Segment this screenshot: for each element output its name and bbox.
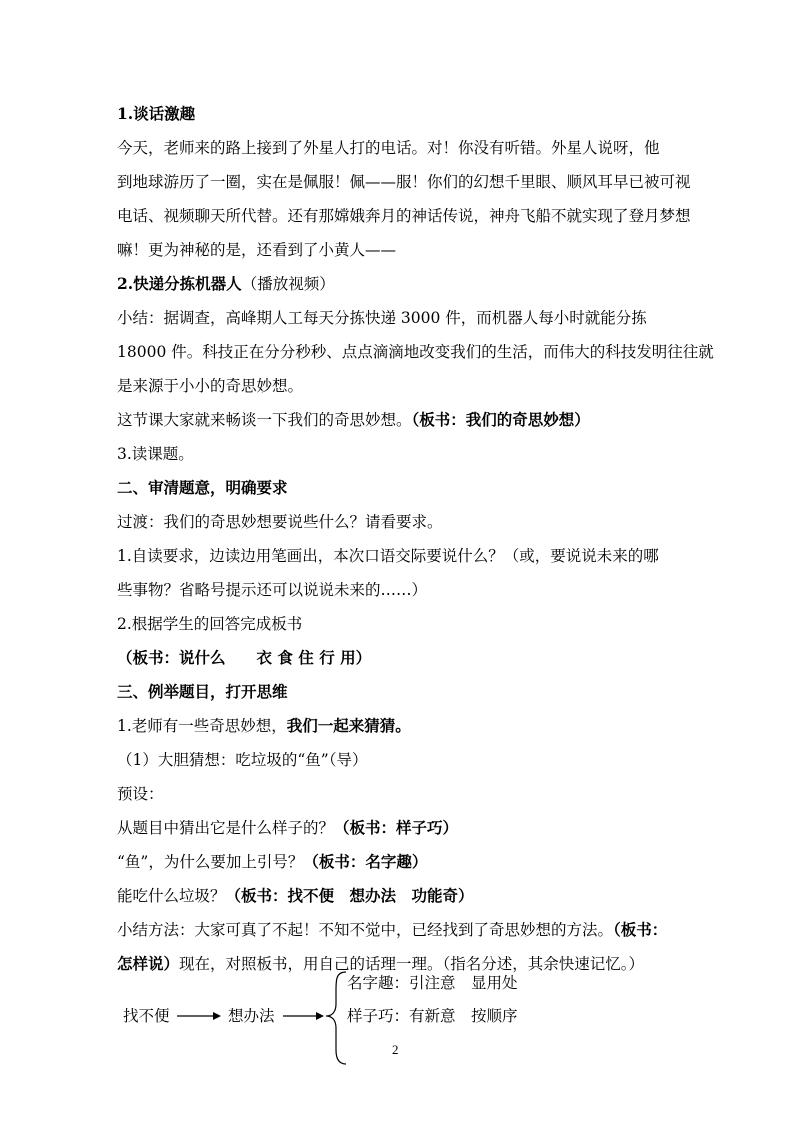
paragraph-line: 小结：据调查，高峰期人工每天分拣快递 3000 件，而机器人每小时就能分拣 [117, 309, 647, 327]
board-note: （板书：找不便 想办法 功能奇） [225, 886, 474, 905]
arrow-1 [177, 1012, 221, 1020]
paragraph-text: 从题目中猜出它是什么样子的？ [117, 819, 335, 837]
paragraph-text: 能吃什么垃圾？ [117, 887, 226, 905]
brace-bracket [326, 972, 346, 1064]
page-number: 2 [392, 1042, 399, 1057]
board-note: （板书：我们的奇思妙想） [411, 410, 590, 429]
diagram-node-find-solution: 想办法 [228, 1007, 275, 1025]
section-heading-2: 二、审清题意，明确要求 [117, 478, 288, 497]
paragraph-bold: 我们一起来猜猜。 [286, 716, 411, 735]
paragraph-text: 现在，对照板书，用自己的话理一理。（指名分述，其余快速记忆。） [179, 955, 645, 973]
heading-talk-interest: 1.谈话激趣 [117, 104, 196, 123]
paragraph-line: 电话、视频聊天所代替。还有那嫦娥奔月的神话传说，神舟飞船不就实现了登月梦想 [117, 207, 691, 225]
paragraph-line: 是来源于小小的奇思妙想。 [117, 377, 304, 395]
paragraph-line: 18000 件。科技正在分分秒秒、点点滴滴地改变我们的生活，而伟大的科技发明往往就 [117, 343, 714, 361]
paragraph-text: 1.老师有一些奇思妙想， [117, 717, 287, 735]
step-read-title: 3.读课题。 [117, 445, 194, 463]
board-note: （板书：样子巧） [334, 818, 459, 837]
paragraph-text: 这节课大家就来畅谈一下我们的奇思妙想。 [117, 411, 412, 429]
paragraph-line: 嘛！更为神秘的是，还看到了小黄人—— [117, 241, 397, 259]
paragraph-line: 2.根据学生的回答完成板书 [117, 615, 303, 633]
arrow-2 [283, 1012, 324, 1020]
paragraph-text: 小结方法：大家可真了不起！不知不觉中，已经找到了奇思妙想的方法。 [117, 921, 614, 939]
paragraph-text: “鱼”，为什么要加上引号？ [117, 853, 304, 871]
diagram-branch-shape: 样子巧：有新意 按顺序 [347, 1007, 518, 1025]
paragraph-line: 今天，老师来的路上接到了外星人打的电话。对！你没有听错。外星人说呀，他 [117, 139, 660, 157]
paragraph-line: 1.自读要求，边读边用笔画出，本次口语交际要说什么？（或，要说说未来的哪 [117, 547, 659, 565]
paragraph-line: 预设： [117, 785, 164, 803]
board-note: （板书： [613, 920, 668, 939]
board-note: 怎样说） [117, 954, 180, 973]
paragraph-line: 过渡：我们的奇思妙想要说些什么？请看要求。 [117, 513, 443, 531]
diagram-branch-name: 名字趣：引注意 显用处 [347, 974, 518, 992]
heading-robot-title: 2.快递分拣机器人 [117, 274, 242, 293]
board-note: （板书：名字趣） [303, 852, 428, 871]
paragraph-line: 到地球游历了一圈，实在是佩服！佩——服！你们的幻想千里眼、顺风耳早已被可视 [117, 173, 691, 191]
paragraph-line: （1）大胆猜想：吃垃圾的“鱼”（导） [117, 751, 368, 769]
heading-robot-note: （播放视频） [241, 275, 335, 293]
section-heading-3: 三、例举题目，打开思维 [117, 682, 288, 701]
diagram-node-find-inconvenience: 找不便 [123, 1007, 170, 1025]
paragraph-line: 些事物？省略号提示还可以说说未来的……） [117, 581, 428, 599]
board-note-what: （板书：说什么 衣 食 住 行 用） [117, 648, 372, 667]
